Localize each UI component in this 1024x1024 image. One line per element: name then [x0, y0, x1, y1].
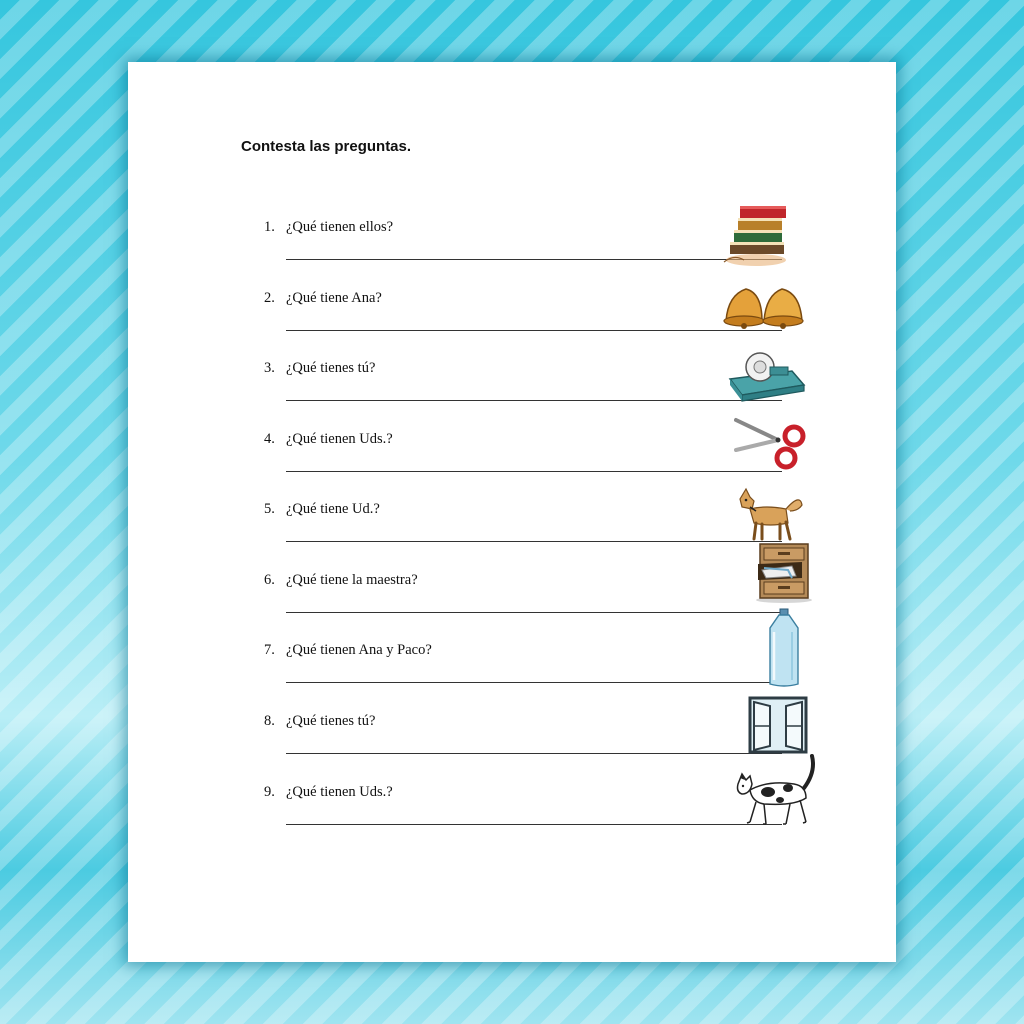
question-9	[264, 784, 784, 854]
window-icon	[748, 696, 810, 756]
water-bottle-icon	[764, 608, 804, 688]
question-3	[264, 360, 784, 430]
question-8	[264, 713, 784, 783]
stack-of-books-icon	[720, 202, 792, 268]
question-2	[264, 290, 784, 360]
answer-line[interactable]	[286, 471, 782, 472]
question-number: 9.	[264, 784, 275, 800]
answer-line[interactable]	[286, 612, 782, 613]
question-text: ¿Qué tienen Uds.?	[286, 784, 393, 800]
file-cabinet-icon	[752, 540, 814, 604]
question-number: 2.	[264, 290, 275, 306]
question-text: ¿Qué tienes tú?	[286, 360, 376, 376]
answer-line[interactable]	[286, 753, 782, 754]
answer-line[interactable]	[286, 259, 782, 260]
question-number: 6.	[264, 572, 275, 588]
question-4	[264, 431, 784, 501]
bells-icon	[720, 281, 806, 333]
question-5	[264, 501, 784, 571]
cat-icon	[734, 752, 820, 830]
question-number: 7.	[264, 642, 275, 658]
answer-line[interactable]	[286, 541, 782, 542]
question-number: 5.	[264, 501, 275, 517]
instructions: Contesta las preguntas.	[241, 138, 412, 155]
question-1	[264, 219, 784, 289]
scissors-icon	[734, 414, 808, 470]
tape-dispenser-icon	[726, 345, 808, 403]
question-number: 3.	[264, 360, 275, 376]
question-text: ¿Qué tienen ellos?	[286, 219, 394, 235]
question-number: 8.	[264, 713, 275, 729]
answer-line[interactable]	[286, 330, 782, 331]
question-7	[264, 642, 784, 712]
question-number: 4.	[264, 431, 275, 447]
question-text: ¿Qué tienen Uds.?	[286, 431, 393, 447]
question-text: ¿Qué tienes tú?	[286, 713, 376, 729]
question-text: ¿Qué tiene Ud.?	[286, 501, 380, 517]
question-text: ¿Qué tienen Ana y Paco?	[286, 642, 432, 658]
dog-icon	[736, 487, 810, 543]
answer-line[interactable]	[286, 824, 782, 825]
question-6	[264, 572, 784, 642]
answer-line[interactable]	[286, 400, 782, 401]
question-text: ¿Qué tiene la maestra?	[286, 572, 418, 588]
question-text: ¿Qué tiene Ana?	[286, 290, 382, 306]
answer-line[interactable]	[286, 682, 782, 683]
question-number: 1.	[264, 219, 275, 235]
worksheet-page	[128, 62, 896, 962]
